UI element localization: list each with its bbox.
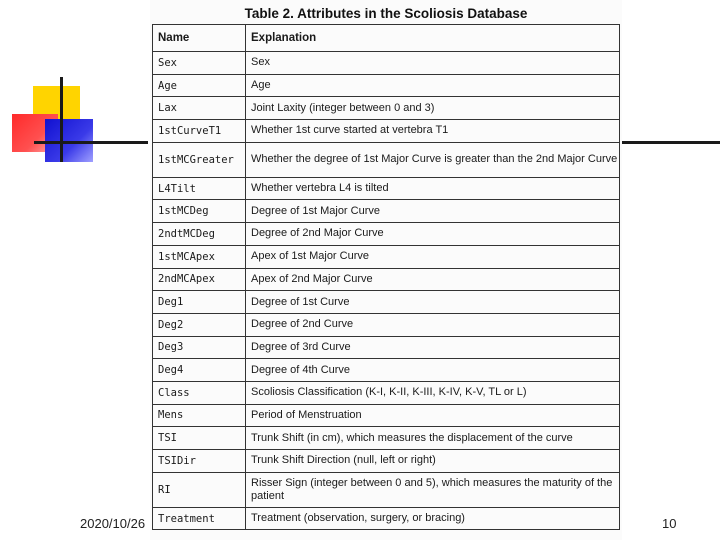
attribute-explanation: Joint Laxity (integer between 0 and 3) [246,97,620,120]
attributes-table [152,24,620,530]
table-title: Table 2. Attributes in the Scoliosis Database [244,6,528,21]
slide-page-number: 10 [662,516,677,531]
table-row [153,177,620,200]
table-row [153,120,620,143]
attribute-name: L4Tilt [153,177,246,200]
attribute-name: RI [153,472,246,507]
table-header-row [153,25,620,52]
decor-horizontal-line-right [622,141,720,144]
attribute-explanation: Apex of 2nd Major Curve [246,268,620,291]
attribute-name: Mens [153,404,246,427]
table-row [153,427,620,450]
table-row [153,200,620,223]
attribute-name: Treatment [153,507,246,530]
header-name: Name [153,25,246,52]
attribute-name: Lax [153,97,246,120]
attribute-name: 1stCurveT1 [153,120,246,143]
attribute-explanation: Age [246,74,620,97]
attribute-name: 2ndtMCDeg [153,223,246,246]
attribute-explanation: Trunk Shift (in cm), which measures the displacement of the curve [246,427,620,450]
attribute-explanation: Degree of 4th Curve [246,359,620,382]
decor-horizontal-line [34,141,148,144]
attribute-name: Deg3 [153,336,246,359]
table-row [153,74,620,97]
attribute-name: Deg4 [153,359,246,382]
table-row [153,313,620,336]
attribute-name: 1stMCDeg [153,200,246,223]
table-row [153,52,620,75]
attribute-name: Class [153,381,246,404]
decor-vertical-line [60,77,63,162]
slide-date: 2020/10/26 [80,516,146,531]
attribute-explanation: Risser Sign (integer between 0 and 5), which measures the maturity of the patient [246,472,620,507]
attribute-explanation: Whether 1st curve started at vertebra T1 [246,120,620,143]
scanned-table-image [150,0,622,540]
attribute-explanation: Treatment (observation, surgery, or bracing) [246,507,620,530]
attribute-explanation: Degree of 1st Curve [246,291,620,314]
attribute-name: TSIDir [153,450,246,473]
attribute-explanation: Sex [246,52,620,75]
table-row [153,268,620,291]
table-row [153,142,620,177]
attribute-name: Deg1 [153,291,246,314]
attribute-explanation: Trunk Shift Direction (null, left or right) [246,450,620,473]
attribute-name: Age [153,74,246,97]
table-row [153,223,620,246]
header-explanation: Explanation [246,25,620,52]
table-row [153,97,620,120]
table-row [153,359,620,382]
attribute-explanation: Degree of 2nd Major Curve [246,223,620,246]
attribute-explanation: Degree of 1st Major Curve [246,200,620,223]
attribute-name: TSI [153,427,246,450]
attribute-name: Sex [153,52,246,75]
table-row [153,381,620,404]
table-row [153,450,620,473]
attribute-name: Deg2 [153,313,246,336]
attribute-explanation: Period of Menstruation [246,404,620,427]
table-body [153,52,620,530]
table-row [153,336,620,359]
attribute-name: 1stMCGreater [153,142,246,177]
attribute-explanation: Apex of 1st Major Curve [246,245,620,268]
attribute-explanation: Degree of 2nd Curve [246,313,620,336]
table-row [153,245,620,268]
attribute-explanation: Whether vertebra L4 is tilted [246,177,620,200]
attribute-explanation: Scoliosis Classification (K-I, K-II, K-III, K-IV, K-V, TL or L) [246,381,620,404]
attribute-name: 2ndMCApex [153,268,246,291]
table-row [153,291,620,314]
table-row [153,507,620,530]
attribute-explanation: Degree of 3rd Curve [246,336,620,359]
table-row [153,404,620,427]
attribute-name: 1stMCApex [153,245,246,268]
table-row [153,472,620,507]
attribute-explanation: Whether the degree of 1st Major Curve is greater than the 2nd Major Curve [246,142,620,177]
